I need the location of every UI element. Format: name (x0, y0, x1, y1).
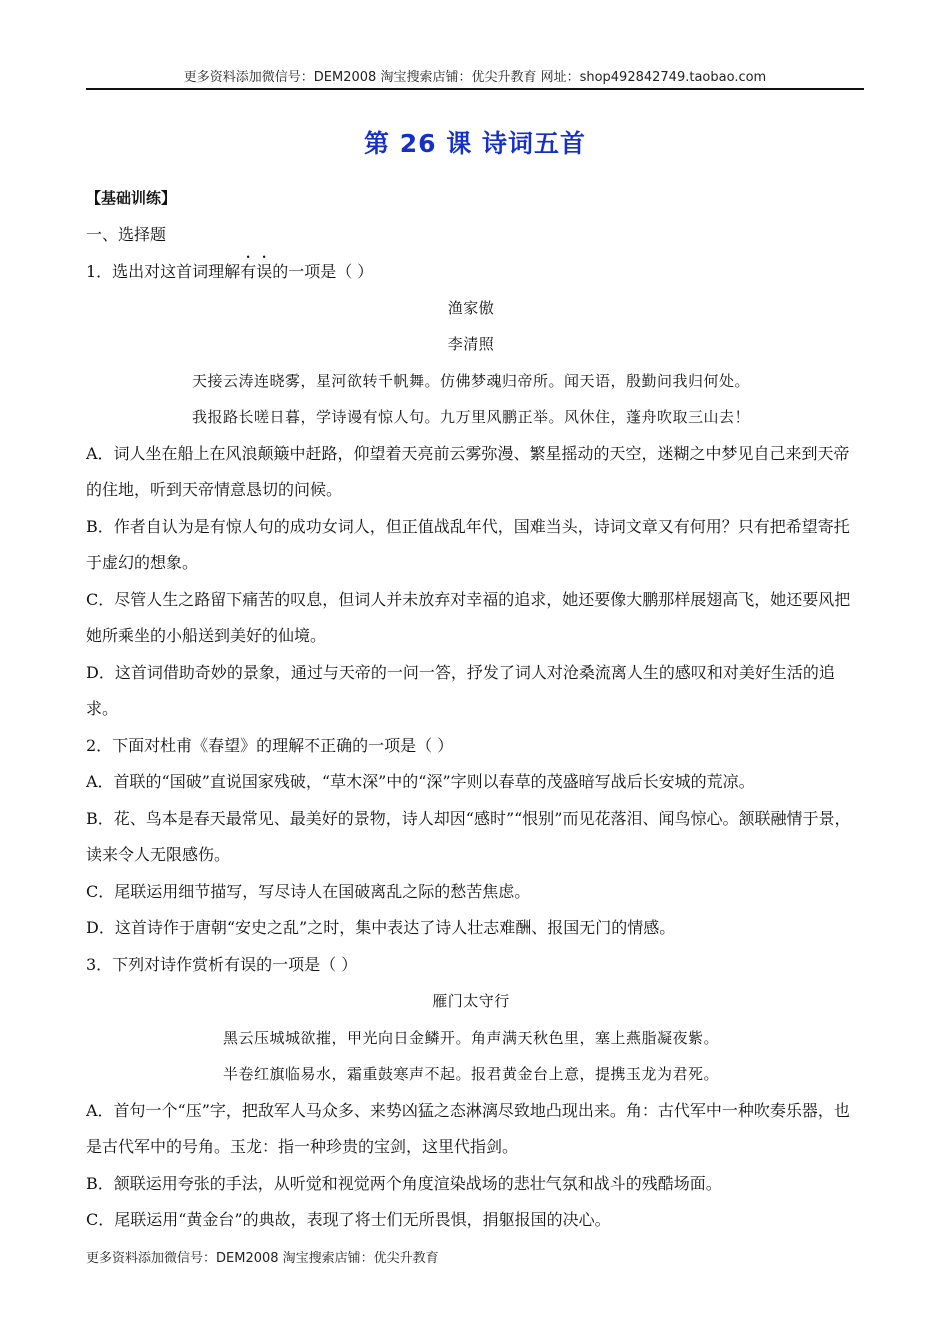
q1-stem-emphasis: 有误 (240, 262, 273, 281)
q3-option-b: B．颔联运用夸张的手法，从听觉和视觉两个角度渲染战场的悲壮气氛和战斗的残酷场面。 (86, 1173, 722, 1193)
q1-stem-b: 的一项是（ ） (272, 262, 374, 281)
q1-poem-title: 渔家傲 (447, 298, 495, 317)
page-header: 更多资料添加微信号：DEM2008 淘宝搜索店铺：优尖升教育 网址：shop492842749.taobao.com (183, 70, 767, 85)
q2-option-d: D．这首诗作于唐朝“安史之乱”之时，集中表达了诗人壮志难酬、报国无门的情感。 (86, 918, 676, 937)
q3-option-c: C．尾联运用“黄金台”的典故，表现了将士们无所畏惧，捐躯报国的决心。 (86, 1210, 611, 1229)
q1-poem-line: 天接云涛连晓雾，星河欲转千帆舞。仿佛梦魂归帝所。闻天语，殷勤问我归何处。 (191, 371, 750, 390)
q2-option-b: B．花、鸟本是春天最常见、最美好的景物，诗人却因“感时”“恨别”而见花落泪、闻鸟惊心。颔联融情于景，读来令人无限感伤。 (86, 808, 851, 864)
q1-option-b: B．作者自认为是有惊人句的成功女词人，但正值战乱年代，国难当头，诗词文章又有何用？只有把希望寄托于虚幻的想象。 (86, 516, 850, 572)
q2-option-a: A．首联的“国破”直说国家残破，“草木深”中的“深”字则以春草的茂盛暗写战后长安城的荒凉。 (86, 772, 755, 791)
q1-option-a: A．词人坐在船上在风浪颠簸中赶路，仰望着天亮前云雾弥漫、繁星摇动的天空，迷糊之中梦见自己来到天帝的住地，听到天帝情意恳切的问候。 (86, 443, 850, 499)
q2-stem: 2．下面对杜甫《春望》的理解不正确的一项是（ ） (86, 735, 454, 755)
q3-poem-line: 半卷红旗临易水，霜重鼓寒声不起。报君黄金台上意，提携玉龙为君死。 (222, 1065, 719, 1083)
q1-option-d: D．这首词借助奇妙的景象，通过与天帝的一问一答，抒发了词人对沧桑流离人生的感叹和对美好生活的追求。 (86, 662, 835, 718)
q1-stem (86, 253, 856, 290)
q3-stem: 3．下列对诗作赏析有误的一项是（ ） (86, 954, 358, 974)
document-body (86, 180, 856, 1239)
section-heading: 【基础训练】 (86, 189, 177, 207)
section-subheading: 一、选择题 (86, 224, 167, 244)
header-divider (86, 88, 864, 90)
page-title: 第 26 课 诗词五首 (364, 129, 586, 158)
q1-poem-author: 李清照 (447, 335, 495, 353)
q1-stem-a: 1．选出对这首词理解 (86, 262, 241, 281)
q3-poem-line: 黑云压城城欲摧，甲光向日金鳞开。角声满天秋色里，塞上燕脂凝夜紫。 (222, 1028, 719, 1047)
q3-poem-title: 雁门太守行 (432, 992, 510, 1010)
q1-poem-line: 我报路长嗟日暮，学诗谩有惊人句。九万里风鹏正举。风休住，蓬舟吹取三山去！ (191, 408, 750, 426)
page-footer: 更多资料添加微信号：DEM2008 淘宝搜索店铺：优尖升教育 (86, 1251, 439, 1266)
q1-option-c: C．尽管人生之路留下痛苦的叹息，但词人并未放弃对幸福的追求，她还要像大鹏那样展翅高飞，她还要风把她所乘坐的小船送到美好的仙境。 (86, 589, 851, 645)
q3-option-a: A．首句一个“压”字，把敌军人马众多、来势凶猛之态淋漓尽致地凸现出来。角：古代军中一种吹奏乐器，也是古代军中的号角。玉龙：指一种珍贵的宝剑，这里代指剑。 (86, 1100, 850, 1156)
q2-option-c: C．尾联运用细节描写，写尽诗人在国破离乱之际的愁苦焦虑。 (86, 881, 531, 901)
